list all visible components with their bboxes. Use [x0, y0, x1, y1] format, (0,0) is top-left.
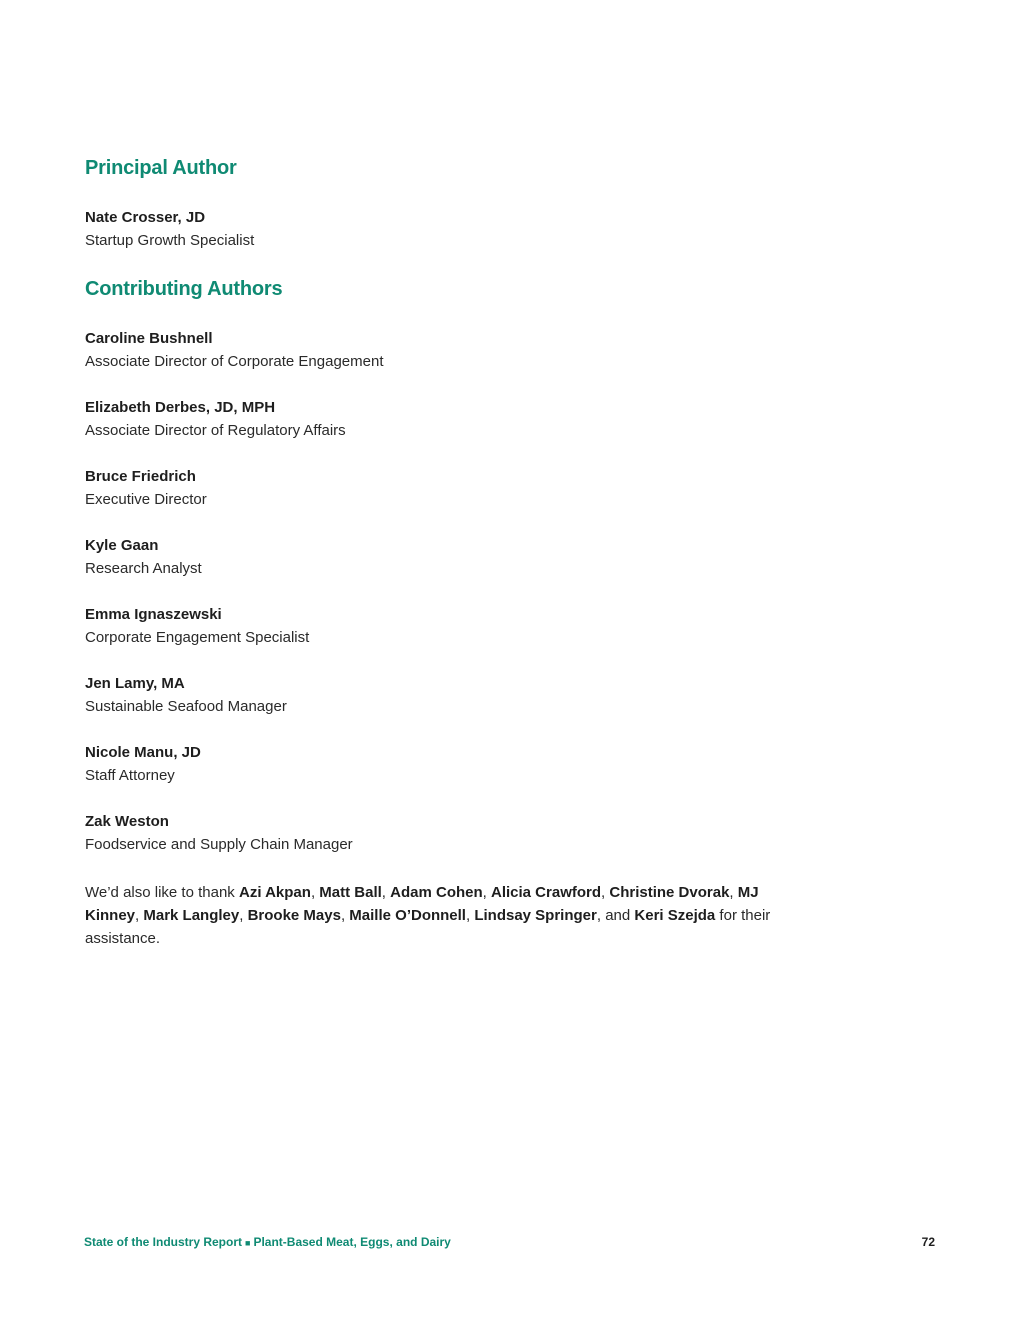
thanks-name: Matt Ball [319, 884, 382, 901]
thanks-name: Keri Szejda [634, 907, 716, 924]
list-item [85, 672, 775, 718]
list-item [85, 396, 775, 442]
author-name: Kyle Gaan [85, 537, 159, 554]
list-item [85, 534, 775, 580]
author-role: Associate Director of Regulatory Affairs [85, 422, 346, 439]
author-role: Foodservice and Supply Chain Manager [85, 836, 353, 853]
thanks-name: Adam Cohen [390, 884, 483, 901]
list-item [85, 810, 775, 856]
author-role: Associate Director of Corporate Engagement [85, 353, 384, 370]
thanks-intro: We’d also like to thank [85, 884, 239, 901]
author-role: Staff Attorney [85, 767, 175, 784]
author-name: Nate Crosser, JD [85, 209, 206, 226]
author-role: Corporate Engagement Specialist [85, 629, 310, 646]
principal-author-heading: Principal Author [85, 157, 237, 179]
thanks-outro: for their assistance. [85, 907, 771, 947]
author-role: Sustainable Seafood Manager [85, 698, 287, 715]
author-name: Elizabeth Derbes, JD, MPH [85, 399, 276, 416]
author-role: Research Analyst [85, 560, 202, 577]
author-role: Executive Director [85, 491, 207, 508]
thanks-name: Brooke Mays [247, 907, 341, 924]
list-item [85, 741, 775, 787]
principal-author [85, 206, 775, 252]
thanks-name: Azi Akpan [238, 884, 311, 901]
page-number: 72 [921, 1235, 935, 1249]
thanks-name: Lindsay Springer [474, 907, 597, 924]
acknowledgements-paragraph: We’d also like to thank Azi Akpan, Matt Ball, Adam Cohen, Alicia Crawford, Christine Dvorak, MJ Kinney, Mark Langley, Brooke Mays, Maille O’Donnell, Lindsay Springer, and Keri Szejda for their assistance. [85, 884, 771, 947]
thanks-name: Mark Langley [143, 907, 240, 924]
thanks-name: MJ Kinney [85, 884, 759, 924]
author-role: Startup Growth Specialist [85, 232, 255, 249]
list-item [85, 603, 775, 649]
footer-separator: ■ [245, 1238, 251, 1248]
contributing-authors-heading: Contributing Authors [85, 278, 283, 300]
thanks-name: Maille O’Donnell [349, 907, 466, 924]
author-name: Caroline Bushnell [85, 330, 213, 347]
footer-report-title: State of the Industry Report ■ Plant-Based Meat, Eggs, and Dairy [84, 1235, 451, 1249]
contributing-authors-list [85, 327, 775, 856]
author-name: Jen Lamy, MA [85, 675, 185, 692]
main-content [85, 154, 775, 965]
author-name: Nicole Manu, JD [85, 744, 201, 761]
list-item [85, 327, 775, 373]
page-footer [84, 1234, 935, 1254]
thanks-name: Alicia Crawford [491, 884, 602, 901]
author-name: Bruce Friedrich [85, 468, 196, 485]
thanks-name: Christine Dvorak [609, 884, 730, 901]
author-name: Emma Ignaszewski [85, 606, 222, 623]
list-item [85, 465, 775, 511]
author-name: Zak Weston [85, 813, 169, 830]
